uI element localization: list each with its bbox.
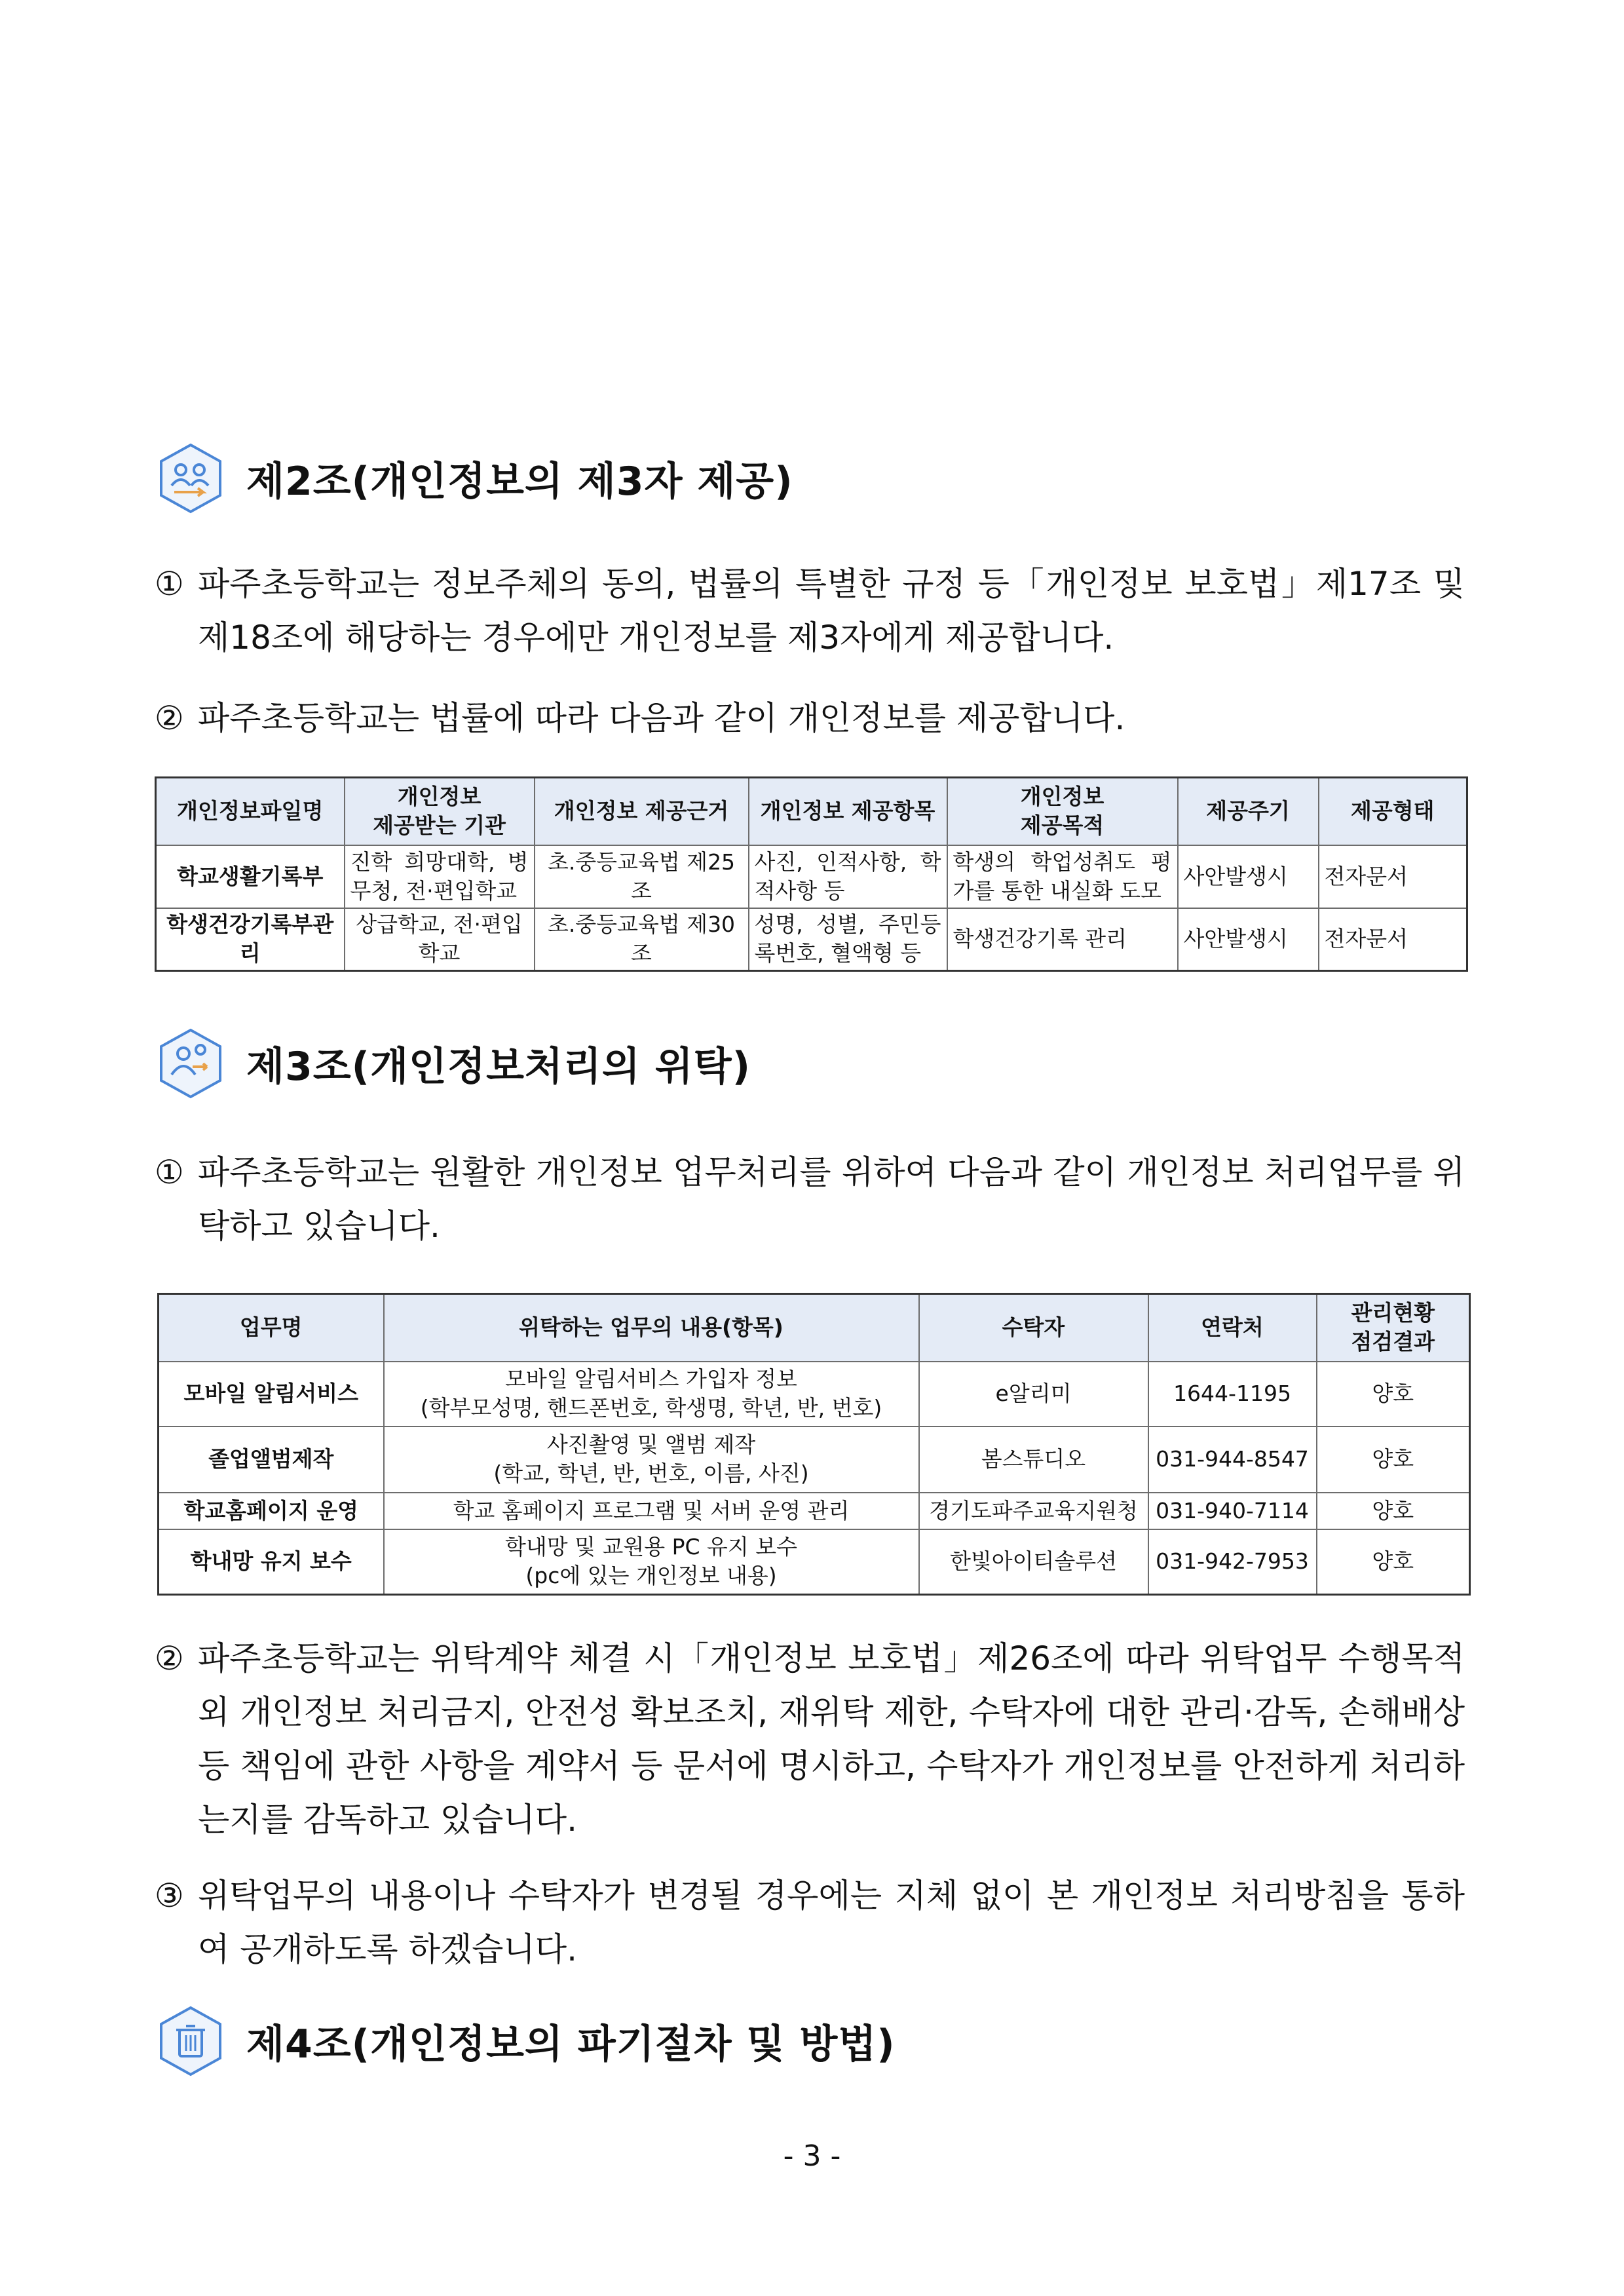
header-line: 개인정보: [397, 784, 482, 810]
paragraph-text: 파주초등학교는 정보주체의 동의, 법률의 특별한 규정 등「개인정보 보호법」제17조 및 제18조에 해당하는 경우에만 개인정보를 제3자에게 제공합니다.: [198, 565, 1465, 657]
table-cell: 031-940-7114: [1148, 1493, 1317, 1529]
section-heading-art2: [155, 442, 793, 514]
table-cell: 봄스튜디오: [919, 1426, 1148, 1493]
cell-line: (pc에 있는 개인정보 내용): [525, 1563, 777, 1589]
paragraph-art3-2: [155, 1632, 1465, 1846]
paragraph-text: 파주초등학교는 원활한 개인정보 업무처리를 위하여 다음과 같이 개인정보 처리업무를 위탁하고 있습니다.: [198, 1153, 1465, 1245]
table-cell: 양호: [1317, 1426, 1470, 1493]
paragraph-number: ①: [155, 1153, 184, 1191]
table-cell: 전자문서: [1319, 908, 1467, 971]
paragraph-number: ③: [155, 1877, 184, 1915]
cell-line: (학교, 학년, 반, 번호, 이름, 사진): [493, 1461, 809, 1486]
table-cell: 경기도파주교육지원청: [919, 1493, 1148, 1529]
table-cell: e알리미: [919, 1362, 1148, 1426]
column-header: 업무명: [159, 1294, 384, 1362]
table-cell: 모바일 알림서비스: [159, 1362, 384, 1426]
page-number: - 3 -: [783, 2139, 841, 2173]
table-cell: 1644-1195: [1148, 1362, 1317, 1426]
table-cell: 학생건강기록 관리: [947, 908, 1178, 971]
section-heading-art3: [155, 1027, 751, 1100]
table-header-row: [156, 778, 1467, 845]
column-header: [1317, 1294, 1470, 1362]
table-cell: 사안발생시: [1178, 908, 1319, 971]
table-cell: 졸업앨범제작: [159, 1426, 384, 1493]
table-row: [156, 908, 1467, 971]
paragraph-text: 파주초등학교는 법률에 따라 다음과 같이 개인정보를 제공합니다.: [198, 699, 1125, 737]
table-cell: 초.중등교육법 제30조: [535, 908, 749, 971]
header-line: 개인정보: [1020, 784, 1105, 810]
column-header: 제공주기: [1178, 778, 1319, 845]
cell-line: 학내망 및 교원용 PC 유지 보수: [504, 1534, 798, 1560]
table-cell: 성명, 성별, 주민등록번호, 혈액형 등: [749, 908, 947, 971]
section-title: 제4조(개인정보의 파기절차 및 방법): [246, 2021, 896, 2067]
column-header: [947, 778, 1178, 845]
table-cell: 진학 희망대학, 병무청, 전·편입학교: [345, 845, 535, 908]
table-row: [156, 845, 1467, 908]
table-row: [159, 1426, 1470, 1493]
table-cell: 상급학교, 전·편입학교: [345, 908, 535, 971]
cell-line: 모바일 알림서비스 가입자 정보: [505, 1366, 797, 1392]
column-header: 위탁하는 업무의 내용(항목): [384, 1294, 919, 1362]
column-header: 개인정보파일명: [156, 778, 345, 845]
table-cell: 학교 홈페이지 프로그램 및 서버 운영 관리: [384, 1493, 919, 1529]
column-header: 연락처: [1148, 1294, 1317, 1362]
table-cell: 학내망 유지 보수: [159, 1529, 384, 1595]
paragraph-art2-2: [155, 691, 1465, 745]
paragraph-text: 파주초등학교는 위탁계약 체결 시「개인정보 보호법」제26조에 따라 위탁업무 수행목적 외 개인정보 처리금지, 안전성 확보조치, 재위탁 제한, 수탁자에 대한 관리·감독, 손해배상 등 책임에 관한 사항을 계약서 등 문서에 명시하고, 수탁자가 개인정보를 안전하게 처리하는지를 감독하고 있습니다.: [198, 1639, 1465, 1839]
people-transfer-icon: [155, 442, 227, 514]
table-header-row: [159, 1294, 1470, 1362]
header-line: 관리현황: [1351, 1300, 1435, 1326]
table-cell: 031-942-7953: [1148, 1529, 1317, 1595]
table-cell: 031-944-8547: [1148, 1426, 1317, 1493]
table-cell: 학교생활기록부: [156, 845, 345, 908]
table-cell: [384, 1529, 919, 1595]
table-cell: 학생의 학업성취도 평가를 통한 내실화 도모: [947, 845, 1178, 908]
table-cell: 사진, 인적사항, 학적사항 등: [749, 845, 947, 908]
table-cell: 학교홈페이지 운영: [159, 1493, 384, 1529]
table-cell: 전자문서: [1319, 845, 1467, 908]
paragraph-text: 위탁업무의 내용이나 수탁자가 변경될 경우에는 지체 없이 본 개인정보 처리방침을 통하여 공개하도록 하겠습니다.: [198, 1877, 1465, 1968]
cell-line: 사진촬영 및 앨범 제작: [546, 1432, 756, 1457]
section-heading-art4: [155, 2005, 896, 2077]
column-header: 개인정보 제공근거: [535, 778, 749, 845]
provision-table: [155, 776, 1468, 972]
header-line: 점검결과: [1351, 1329, 1435, 1355]
table-cell: [384, 1426, 919, 1493]
section-title: 제2조(개인정보의 제3자 제공): [246, 459, 793, 505]
table-cell: 초.중등교육법 제25조: [535, 845, 749, 908]
table-cell: 양호: [1317, 1362, 1470, 1426]
header-line: 제공받는 기관: [373, 813, 506, 839]
table-row: [159, 1362, 1470, 1426]
person-delegation-icon: [155, 1027, 227, 1100]
paragraph-number: ①: [155, 565, 184, 603]
column-header: 수탁자: [919, 1294, 1148, 1362]
paragraph-art3-1: [155, 1145, 1465, 1253]
column-header: 개인정보 제공항목: [749, 778, 947, 845]
trash-bin-icon: [155, 2005, 227, 2077]
table-cell: 양호: [1317, 1493, 1470, 1529]
table-cell: 한빛아이티솔루션: [919, 1529, 1148, 1595]
delegation-table: [157, 1293, 1471, 1596]
header-line: 제공목적: [1020, 813, 1105, 839]
table-cell: 학생건강기록부관리: [156, 908, 345, 971]
section-title: 제3조(개인정보처리의 위탁): [246, 1044, 751, 1090]
paragraph-art2-1: [155, 557, 1465, 664]
paragraph-number: ②: [155, 1639, 184, 1677]
paragraph-number: ②: [155, 699, 184, 737]
cell-line: (학부모성명, 핸드폰번호, 학생명, 학년, 반, 번호): [420, 1395, 882, 1421]
table-row: [159, 1493, 1470, 1529]
table-row: [159, 1529, 1470, 1595]
table-cell: 양호: [1317, 1529, 1470, 1595]
column-header: [345, 778, 535, 845]
table-cell: [384, 1362, 919, 1426]
column-header: 제공형태: [1319, 778, 1467, 845]
table-cell: 사안발생시: [1178, 845, 1319, 908]
paragraph-art3-3: [155, 1869, 1465, 1976]
